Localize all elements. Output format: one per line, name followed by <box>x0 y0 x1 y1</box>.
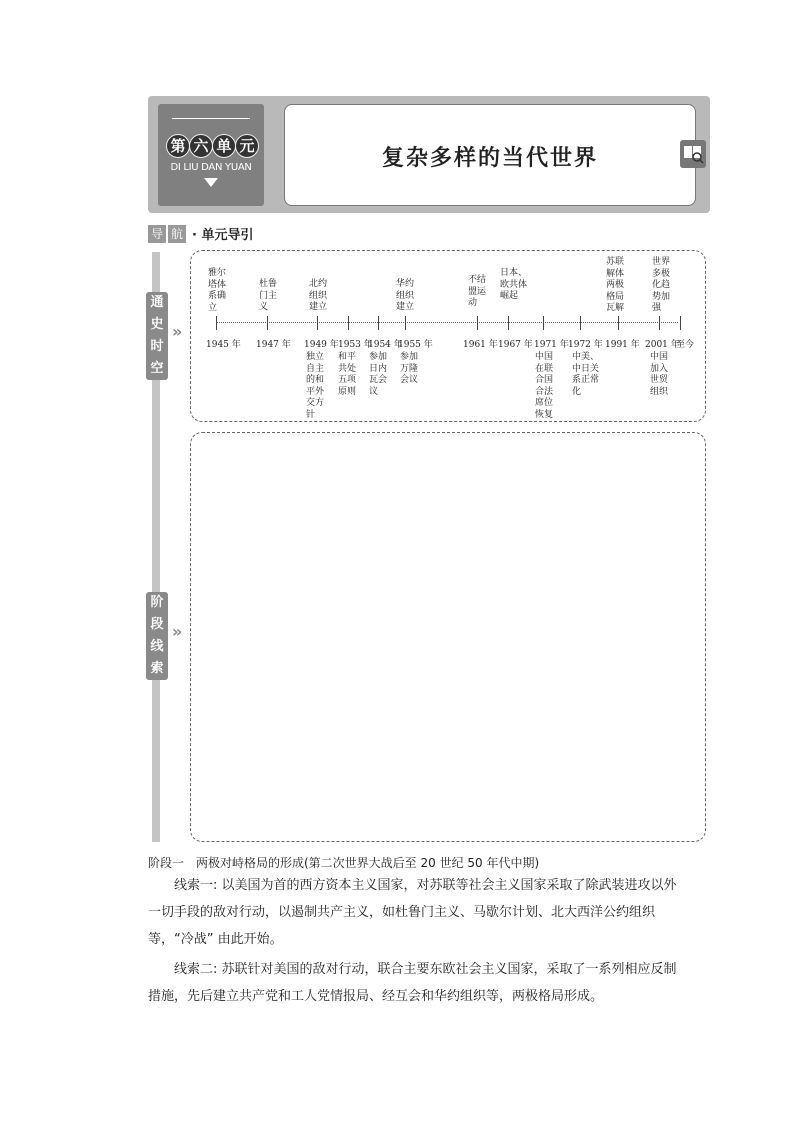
event-below: 中美、中日关系正常化 <box>572 352 600 397</box>
timeline-panel <box>190 250 706 422</box>
stage-panel <box>190 432 706 842</box>
timeline-tick <box>317 316 318 330</box>
event-above: 北约组织建立 <box>309 279 328 312</box>
label-char: 索 <box>150 661 164 676</box>
label-char: 空 <box>150 361 164 376</box>
event-below: 和平共处五项原则 <box>338 352 357 397</box>
label-char: 阶 <box>150 595 164 610</box>
timeline-tick <box>508 316 509 330</box>
chevron-right-icon: » <box>172 622 179 641</box>
badge-rule <box>172 118 250 120</box>
badge-pinyin: DI LIU DAN YUAN <box>170 162 252 173</box>
timeline-axis <box>216 322 678 323</box>
section-header <box>148 224 253 243</box>
timeline-year: 1961 年 <box>463 340 498 350</box>
badge-char: 第 <box>166 134 190 158</box>
event-above: 苏联解体两极格局瓦解 <box>606 257 625 313</box>
timeline-tick <box>618 316 619 330</box>
label-char: 线 <box>150 639 164 654</box>
event-below: 参加万隆会议 <box>400 352 419 385</box>
label-char: 史 <box>150 317 164 332</box>
event-below: 独立自主的和平外交方针 <box>306 352 325 420</box>
timeline-tick <box>659 316 660 330</box>
timeline-year: 1945 年 <box>206 340 241 350</box>
timeline-year: 1955 年 <box>398 340 433 350</box>
timeline-tick <box>267 316 268 330</box>
timeline-year: 至今 <box>676 340 695 350</box>
event-above: 杜鲁门主义 <box>259 279 278 312</box>
label-char: 段 <box>150 617 164 632</box>
nav-char: 航 <box>168 225 186 243</box>
event-above: 世界多极化趋势加强 <box>652 257 671 313</box>
timeline-year: 1991 年 <box>605 340 640 350</box>
timeline-tick <box>378 316 379 330</box>
badge-triangle-icon <box>204 178 218 187</box>
badge-char: 六 <box>189 134 213 158</box>
event-below: 中国加入世贸组织 <box>650 352 669 397</box>
timeline-tick <box>348 316 349 330</box>
stage-heading: 阶段一 两极对峙格局的形成(第二次世界大战后至 20 世纪 50 年代中期) <box>148 856 540 870</box>
timeline-year: 1949 年 <box>304 340 339 350</box>
event-above: 华约组织建立 <box>396 279 415 312</box>
badge-char: 元 <box>235 134 259 158</box>
event-above: 日本、欧共体崛起 <box>500 268 528 301</box>
timeline-year: 1967 年 <box>498 340 533 350</box>
timeline-tick <box>580 316 581 330</box>
timeline-year: 1971 年 <box>534 340 569 350</box>
book-search-icon <box>680 140 706 168</box>
clue-paragraph: 线索一: 以美国为首的西方资本主义国家，对苏联等社会主义国家采取了除武装进攻以外一切手段的敌对行动，以遏制共产主义，如杜鲁门主义、马歇尔计划、北大西洋公约组织等，“冷战” 由此开始。 <box>148 878 677 947</box>
timeline-tick <box>477 316 478 330</box>
timeline-year: 1947 年 <box>256 340 291 350</box>
timeline-year: 1954 年 <box>368 340 403 350</box>
timeline-tick <box>680 316 681 330</box>
label-char: 时 <box>150 339 164 354</box>
event-below: 中国在联合国合法席位恢复 <box>535 352 554 420</box>
unit-title-box <box>284 104 696 206</box>
unit-badge <box>158 104 264 206</box>
event-below: 参加日内瓦会议 <box>369 352 388 397</box>
clue-paragraph: 线索二: 苏联针对美国的敌对行动，联合主要东欧社会主义国家，采取了一系列相应反制措施，先后建立共产党和工人党情报局、经互会和华约组织等，两极格局形成。 <box>148 962 677 1004</box>
timeline-tick <box>405 316 406 330</box>
chevron-right-icon: » <box>172 322 179 341</box>
timeline-tick <box>216 316 217 330</box>
timeline-year: 1953 年 <box>338 340 373 350</box>
unit-title: 复杂多样的当代世界 <box>381 146 598 171</box>
timeline-label <box>146 292 168 380</box>
label-char: 通 <box>150 295 164 310</box>
timeline-year: 1972 年 <box>568 340 603 350</box>
timeline-tick <box>543 316 544 330</box>
badge-char: 单 <box>212 134 236 158</box>
nav-char: 导 <box>148 225 166 243</box>
stage-label <box>146 592 168 680</box>
timeline-year: 2001 年 <box>645 340 680 350</box>
event-above: 雅尔塔体系确立 <box>208 268 227 313</box>
event-above: 不结盟运动 <box>468 275 487 308</box>
section-title: · 单元导引 <box>192 228 254 243</box>
